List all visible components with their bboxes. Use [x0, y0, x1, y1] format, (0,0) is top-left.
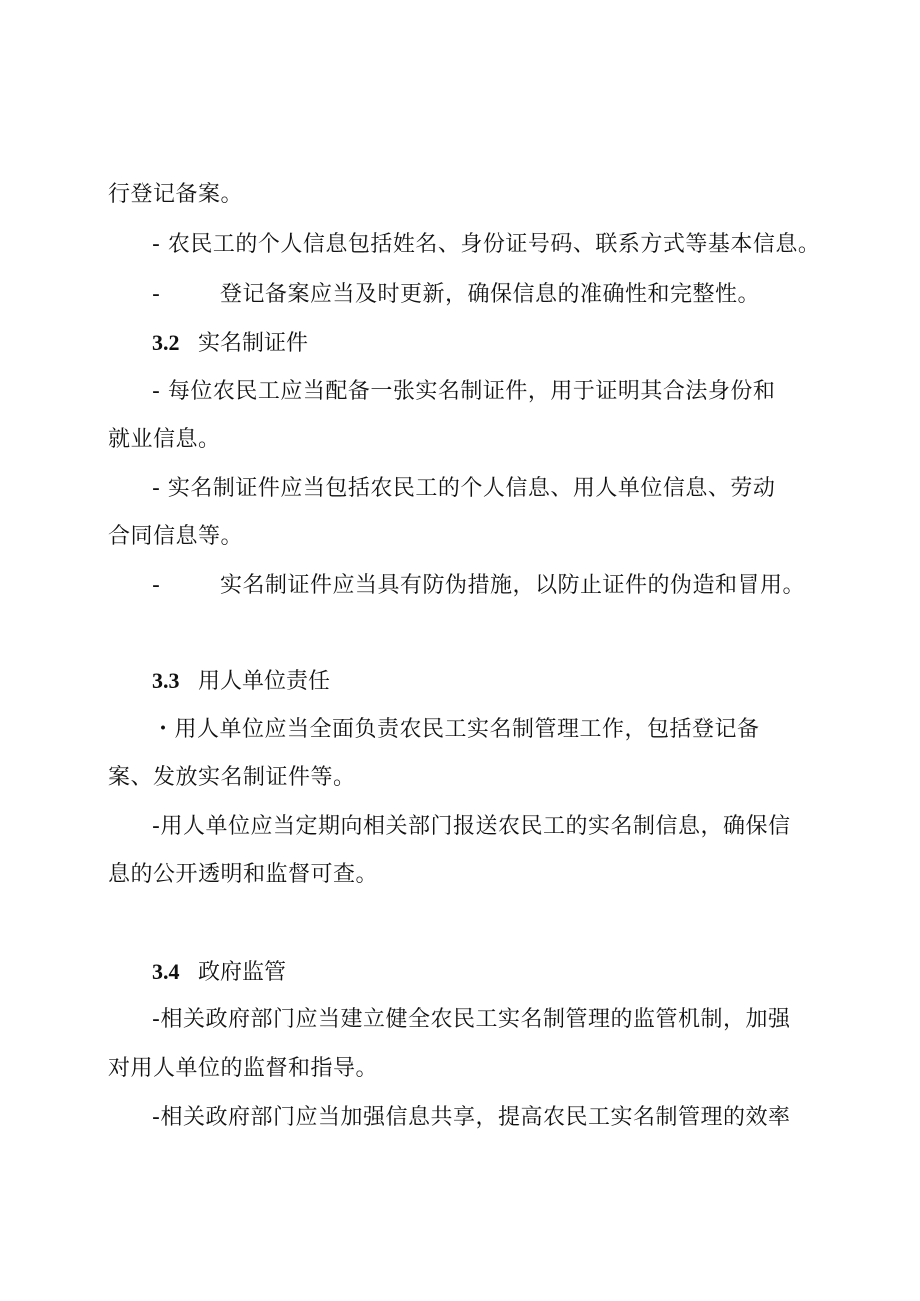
paragraph-line: 对用人单位的监督和指导。 — [108, 1056, 379, 1081]
paragraph-line: -用人单位应当定期向相关部门报送农民工的实名制信息，确保信 — [152, 814, 791, 839]
paragraph-line: 案、发放实名制证件等。 — [108, 765, 356, 790]
paragraph-continuation: 行登记备案。 — [108, 182, 244, 207]
paragraph-line: - 每位农民工应当配备一张实名制证件，用于证明其合法身份和 — [152, 379, 776, 404]
paragraph-line: -相关政府部门应当建立健全农民工实名制管理的监管机制，加强 — [152, 1007, 791, 1032]
bullet-text: 实名制证件应当具有防伪措施，以防止证件的伪造和冒用。 — [219, 573, 805, 598]
bullet-item: - 农民工的个人信息包括姓名、身份证号码、联系方式等基本信息。 — [152, 232, 821, 257]
section-number: 3.2 — [152, 330, 180, 355]
paragraph-line: 就业信息。 — [108, 427, 221, 452]
bullet-item — [152, 571, 805, 601]
bullet-text: 登记备案应当及时更新，确保信息的准确性和完整性。 — [219, 282, 760, 307]
paragraph-line: 合同信息等。 — [108, 524, 244, 549]
section-heading — [152, 957, 286, 988]
bullet-dash: - — [152, 282, 161, 307]
section-heading — [152, 666, 330, 697]
section-number: 3.4 — [152, 959, 180, 984]
bullet-item — [152, 280, 760, 310]
section-number: 3.3 — [152, 668, 180, 693]
section-title: 实名制证件 — [198, 331, 309, 356]
section-title: 用人单位责任 — [198, 669, 331, 694]
paragraph-line: 息的公开透明和监督可查。 — [108, 862, 379, 887]
bullet-dash: - — [152, 573, 161, 598]
section-heading — [152, 328, 308, 359]
paragraph-line: ・用人单位应当全面负责农民工实名制管理工作，包括登记备 — [152, 717, 760, 742]
paragraph-line: -相关政府部门应当加强信息共享，提高农民工实名制管理的效率 — [152, 1105, 791, 1130]
section-title: 政府监管 — [198, 960, 287, 985]
paragraph-line: - 实名制证件应当包括农民工的个人信息、用人单位信息、劳动 — [152, 476, 776, 501]
